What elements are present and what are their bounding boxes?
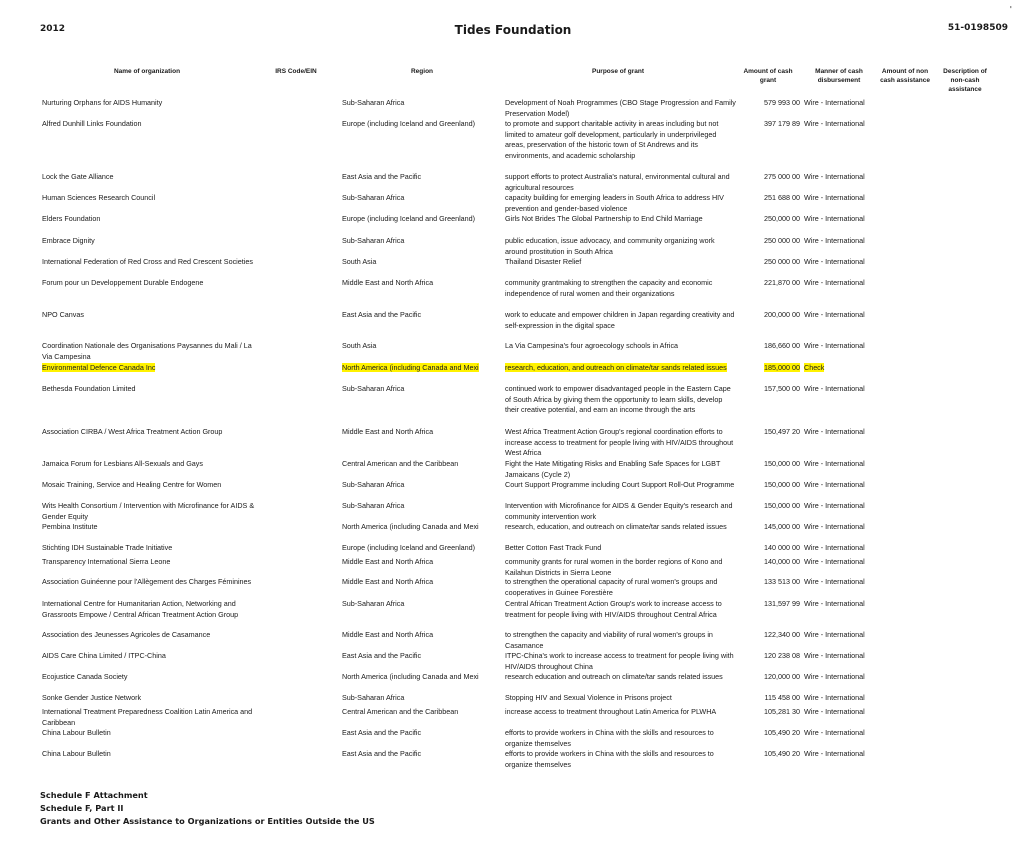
org-name-cell: Alfred Dunhill Links Foundation: [42, 119, 142, 128]
column-header-name: Name of organization: [113, 68, 181, 75]
purpose-cell: public education, issue advocacy, and community organizing work around prostitution in South Africa: [505, 236, 715, 256]
amount-cell: 397 179 89: [764, 119, 800, 128]
purpose-cell: Development of Noah Programmes (CBO Stage Progression and Family Preservation Model): [505, 98, 736, 118]
purpose-cell: support efforts to protect Australia's natural, environmental cultural and agricultural resources: [505, 172, 730, 192]
org-name-cell: Wits Health Consortium / Intervention with Microfinance for AIDS & Gender Equity: [42, 501, 255, 521]
org-name-cell: Ecojustice Canada Society: [42, 672, 128, 681]
manner-cell: Wire - International: [804, 651, 865, 660]
manner-cell: Wire - International: [804, 543, 865, 552]
column-header-irs: IRS Code/EIN: [275, 68, 317, 75]
amount-cell: 251 688 00: [764, 193, 800, 202]
amount-cell: 131,597 99: [764, 599, 800, 608]
org-name-cell: Lock the Gate Alliance: [42, 172, 114, 181]
region-cell: East Asia and the Pacific: [342, 651, 422, 660]
region-cell: Sub-Saharan Africa: [342, 193, 405, 202]
org-name-cell: Association CIRBA / West Africa Treatment Action Group: [42, 427, 223, 436]
amount-cell: 250 000 00: [764, 257, 800, 266]
region-cell: Central American and the Caribbean: [342, 459, 459, 468]
manner-cell: Wire - International: [804, 384, 865, 393]
purpose-cell: increase access to treatment throughout Latin America for PLWHA: [505, 707, 717, 716]
footer-line-3: Grants and Other Assistance to Organizations or Entities Outside the US: [40, 816, 375, 826]
manner-cell: Wire - International: [804, 236, 865, 245]
manner-cell: Wire - International: [804, 214, 865, 223]
purpose-cell: Court Support Programme including Court Support Roll-Out Programme: [505, 480, 735, 489]
org-name-cell: International Treatment Preparedness Coalition Latin America and Caribbean: [42, 707, 253, 727]
org-name-cell: Association des Jeunesses Agricoles de Casamance: [42, 630, 211, 639]
org-name-cell: Transparency International Sierra Leone: [42, 557, 171, 566]
region-cell: East Asia and the Pacific: [342, 749, 422, 758]
amount-cell: 150,000 00: [764, 501, 800, 510]
footer-line-2: Schedule F, Part II: [40, 803, 124, 813]
amount-cell: 105,490 20: [764, 728, 800, 737]
manner-cell: Wire - International: [804, 672, 865, 681]
amount-cell: 157,500 00: [764, 384, 800, 393]
purpose-cell: research education and outreach on climate/tar sands related issues: [505, 672, 723, 681]
amount-cell: 145,000 00: [764, 522, 800, 531]
org-name-cell: Mosaic Training, Service and Healing Centre for Women: [42, 480, 222, 489]
amount-cell: 250,000 00: [764, 214, 800, 223]
org-name-cell: AIDS Care China Limited / ITPC-China: [42, 651, 166, 660]
tax-year: 2012: [40, 24, 66, 34]
region-cell: Europe (including Iceland and Greenland): [342, 543, 476, 552]
org-name-cell: Embrace Dignity: [42, 236, 95, 245]
amount-cell: 105,281 30: [764, 707, 800, 716]
org-name-cell: NPO Canvas: [42, 310, 84, 319]
org-name-cell: Elders Foundation: [42, 214, 101, 223]
amount-cell: 115 458 00: [764, 693, 800, 702]
region-cell: Middle East and North Africa: [342, 630, 434, 639]
purpose-cell: ITPC-China's work to increase access to treatment for people living with HIV/AIDS throughout China: [505, 651, 734, 671]
amount-cell: 150,497 20: [764, 427, 800, 436]
purpose-cell: continued work to empower disadvantaged people in the Eastern Cape of South Africa by giving them the opportunity to learn skills, develop their creative potential, and earn an income through the arts: [505, 384, 731, 415]
purpose-cell: Intervention with Microfinance for AIDS & Gender Equity's research and community intervention work: [505, 501, 733, 521]
org-name-cell: Forum pour un Developpement Durable Endogene: [42, 278, 204, 287]
purpose-cell: community grantmaking to strengthen the capacity and economic independence of rural women and their organizations: [505, 278, 713, 298]
org-name-cell: Bethesda Foundation Limited: [42, 384, 136, 393]
region-cell: North America (including Canada and Mexi: [342, 522, 479, 531]
purpose-cell: community grants for rural women in the border regions of Kono and Kailahun Districts in Sierra Leone: [505, 557, 723, 577]
manner-cell: Check: [804, 363, 825, 372]
org-name-cell: Pembina Institute: [42, 522, 98, 531]
purpose-cell: to strengthen the operational capacity of rural women's groups and cooperatives in Guinee Forestière: [505, 577, 718, 597]
org-name-cell: Nurturing Orphans for AIDS Humanity: [42, 98, 163, 107]
purpose-cell: La Via Campesina's four agroecology schools in Africa: [505, 341, 679, 350]
amount-cell: 120 238 08: [764, 651, 800, 660]
column-header-region: Region: [410, 68, 434, 75]
org-name-cell: China Labour Bulletin: [42, 728, 111, 737]
purpose-cell: Better Cotton Fast Track Fund: [505, 543, 602, 552]
manner-cell: Wire - International: [804, 172, 865, 181]
amount-cell: 150,000 00: [764, 480, 800, 489]
org-name-cell: Human Sciences Research Council: [42, 193, 156, 202]
column-header-manner: Manner of cash disbursement: [815, 68, 863, 84]
org-name-cell: Association Guinéenne pour l'Allègement des Charges Féminines: [42, 577, 252, 586]
manner-cell: Wire - International: [804, 193, 865, 202]
org-name-cell: Environmental Defence Canada Inc: [42, 363, 156, 372]
amount-cell: 120,000 00: [764, 672, 800, 681]
purpose-cell: to promote and support charitable activity in areas including but not limited to amateur golf development, particularly in underprivileged areas, preservation of the historic town of St Andrews and its environments, and academic scholarship: [505, 119, 719, 160]
org-name-cell: Sonke Gender Justice Network: [42, 693, 142, 702]
region-cell: East Asia and the Pacific: [342, 728, 422, 737]
column-header-noncash-desc: Description of non-cash assistance: [943, 68, 987, 93]
purpose-cell: research, education, and outreach on climate/tar sands related issues: [505, 363, 727, 372]
manner-cell: Wire - International: [804, 341, 865, 350]
purpose-cell: Stopping HIV and Sexual Violence in Prisons project: [505, 693, 672, 702]
region-cell: Sub-Saharan Africa: [342, 98, 405, 107]
org-name-cell: Jamaica Forum for Lesbians All-Sexuals and Gays: [42, 459, 203, 468]
purpose-cell: Fight the Hate Mitigating Risks and Enabling Safe Spaces for LGBT Jamaicans (Cycle 2): [505, 459, 721, 479]
amount-cell: 122,340 00: [764, 630, 800, 639]
manner-cell: Wire - International: [804, 278, 865, 287]
amount-cell: 105,490 20: [764, 749, 800, 758]
region-cell: North America (including Canada and Mexi: [342, 363, 479, 372]
region-cell: Central American and the Caribbean: [342, 707, 459, 716]
region-cell: Middle East and North Africa: [342, 427, 434, 436]
page-title: Tides Foundation: [454, 23, 572, 37]
org-name-cell: Coordination Nationale des Organisations Paysannes du Mali / La Via Campesina: [42, 341, 252, 361]
amount-cell: 200,000 00: [764, 310, 800, 319]
amount-cell: 140 000 00: [764, 543, 800, 552]
region-cell: Sub-Saharan Africa: [342, 693, 405, 702]
region-cell: South Asia: [342, 257, 377, 266]
org-name-cell: International Federation of Red Cross and Red Crescent Societies: [42, 257, 253, 266]
manner-cell: Wire - International: [804, 480, 865, 489]
amount-cell: 579 993 00: [764, 98, 800, 107]
manner-cell: Wire - International: [804, 522, 865, 531]
ein-number: 51-0198509: [947, 23, 1008, 33]
amount-cell: 221,870 00: [764, 278, 800, 287]
purpose-cell: Central African Treatment Action Group's work to increase access to treatment for people living with HIV/AIDS throughout Central Africa: [505, 599, 722, 619]
manner-cell: Wire - International: [804, 577, 865, 586]
purpose-cell: capacity building for emerging leaders in South Africa to address HIV prevention and gender-based violence: [505, 193, 724, 213]
org-name-cell: China Labour Bulletin: [42, 749, 111, 758]
footer-line-1: Schedule F Attachment: [40, 790, 148, 800]
manner-cell: Wire - International: [804, 427, 865, 436]
region-cell: Europe (including Iceland and Greenland): [342, 119, 476, 128]
manner-cell: Wire - International: [804, 257, 865, 266]
purpose-cell: research, education, and outreach on climate/tar sands related issues: [505, 522, 727, 531]
region-cell: Sub-Saharan Africa: [342, 599, 405, 608]
region-cell: Middle East and North Africa: [342, 557, 434, 566]
amount-cell: 150,000 00: [764, 459, 800, 468]
region-cell: Middle East and North Africa: [342, 577, 434, 586]
manner-cell: Wire - International: [804, 630, 865, 639]
region-cell: East Asia and the Pacific: [342, 172, 422, 181]
region-cell: Sub-Saharan Africa: [342, 501, 405, 510]
region-cell: Sub-Saharan Africa: [342, 236, 405, 245]
region-cell: North America (including Canada and Mexi: [342, 672, 479, 681]
manner-cell: Wire - International: [804, 693, 865, 702]
region-cell: Sub-Saharan Africa: [342, 384, 405, 393]
org-name-cell: Stichting IDH Sustainable Trade Initiative: [42, 543, 173, 552]
column-header-amount: Amount of cash grant: [743, 68, 793, 84]
manner-cell: Wire - International: [804, 459, 865, 468]
manner-cell: Wire - International: [804, 98, 865, 107]
region-cell: Middle East and North Africa: [342, 278, 434, 287]
manner-cell: Wire - International: [804, 119, 865, 128]
manner-cell: Wire - International: [804, 599, 865, 608]
manner-cell: Wire - International: [804, 501, 865, 510]
corner-mark: ': [1009, 5, 1012, 14]
org-name-cell: International Centre for Humanitarian Action, Networking and Grassroots Empowe / Central African Treatment Action Group: [42, 599, 239, 619]
purpose-cell: efforts to provide workers in China with the skills and resources to organize themselves: [505, 749, 714, 769]
purpose-cell: work to educate and empower children in Japan regarding creativity and self-expression in the digital space: [505, 310, 735, 330]
region-cell: Europe (including Iceland and Greenland): [342, 214, 476, 223]
region-cell: Sub-Saharan Africa: [342, 480, 405, 489]
amount-cell: 275 000 00: [764, 172, 800, 181]
purpose-cell: Girls Not Brides The Global Partnership to End Child Marriage: [505, 214, 703, 223]
manner-cell: Wire - International: [804, 310, 865, 319]
amount-cell: 133 513 00: [764, 577, 800, 586]
purpose-cell: efforts to provide workers in China with the skills and resources to organize themselves: [505, 728, 714, 748]
purpose-cell: West Africa Treatment Action Group's regional coordination efforts to increase access to treatment for people living with HIV/AIDS throughout West Africa: [505, 427, 734, 458]
column-header-noncash-amount: Amount of non cash assistance: [880, 68, 930, 84]
region-cell: East Asia and the Pacific: [342, 310, 422, 319]
manner-cell: Wire - International: [804, 749, 865, 758]
manner-cell: Wire - International: [804, 728, 865, 737]
purpose-cell: to strengthen the capacity and viability of rural women's groups in Casamance: [505, 630, 713, 650]
amount-cell: 250 000 00: [764, 236, 800, 245]
purpose-cell: Thailand Disaster Relief: [505, 257, 582, 266]
column-header-purpose: Purpose of grant: [591, 68, 644, 75]
manner-cell: Wire - International: [804, 557, 865, 566]
amount-cell: 185,000 00: [764, 363, 800, 372]
region-cell: South Asia: [342, 341, 377, 350]
amount-cell: 186,660 00: [764, 341, 800, 350]
amount-cell: 140,000 00: [764, 557, 800, 566]
manner-cell: Wire - International: [804, 707, 865, 716]
